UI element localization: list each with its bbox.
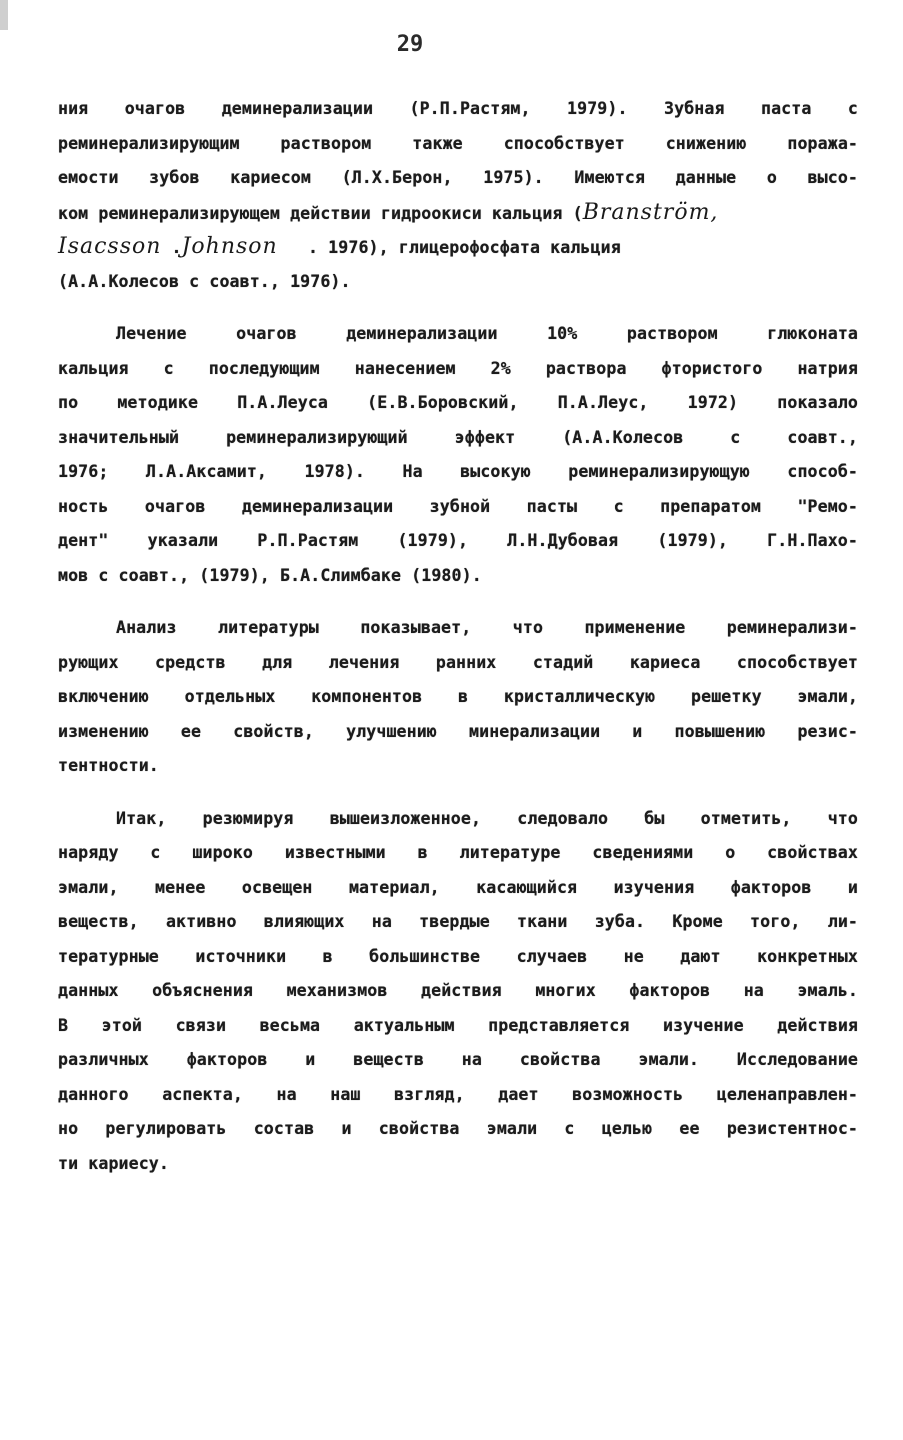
text-line: ти кариесу. [58,1153,169,1173]
text-line: веществ, активно влияющих на твердые ткани зуба. Кроме того, ли- [58,912,858,931]
text-line: ния очагов деминерализации (Р.П.Растям, 1979). Зубная паста с [58,99,858,118]
text-segment: . 1976), глицерофосфата кальция [308,238,621,257]
handwritten-author-name: Johnson [181,234,278,259]
text-line: тературные источники в большинстве случаев не дают конкретных [58,946,858,966]
text-line: Лечение очагов деминерализации 10% раствором глюконата [116,324,858,343]
text-line: реминерализирующим раствором также способствует снижению поража- [58,133,858,153]
text-line: данных объяснения механизмов действия многих факторов на эмаль. [58,981,858,1000]
paragraph-3 [58,611,858,784]
text-line: наряду с широко известными в литературе сведениями о свойствах [58,843,858,862]
text-line: В этой связи весьма актуальным представляется изучение действия [58,1015,858,1035]
text-line: данного аспекта, на наш взгляд, дает возможность целенаправлен- [58,1084,858,1104]
text-line: дент" указали Р.П.Растям (1979), Л.Н.Дубовая (1979), Г.Н.Пахо- [58,531,858,550]
text-line: Итак, резюмируя вышеизложенное, следовало бы отметить, что [116,808,858,828]
text-line: мов с соавт., (1979), Б.А.Слимбаке (1980). [58,565,482,585]
text-line: емости зубов кариесом (Л.Х.Берон, 1975). Имеются данные о высо- [58,168,858,187]
text-line: тентности. [58,756,159,775]
text-line: эмали, менее освещен материал, касающийся изучения факторов и [58,877,858,897]
page-number: 29 [396,32,424,57]
text-segment: ком реминерализирующем действии гидроокиси кальция ( [58,203,583,223]
text-line: (А.А.Колесов с соавт., 1976). [58,271,351,291]
text-line: Анализ литературы показывает, что применение реминерализи- [116,618,858,637]
text-line: по методике П.А.Леуса (Е.В.Боровский, П.А.Леус, 1972) показало [58,393,858,412]
text-line: но регулировать состав и свойства эмали с целью ее резистентнос- [58,1119,858,1138]
text-line: 1976; Л.А.Аксамит, 1978). На высокую реминерализирующую способ- [58,462,858,481]
scan-corner-mark [0,0,8,30]
handwritten-author-name: Isacsson [58,234,162,259]
paragraph-4 [58,802,858,1182]
text-line: включению отдельных компонентов в кристаллическую решетку эмали, [58,687,858,706]
handwritten-author-name: Branström, [582,199,719,225]
page-body [58,92,858,1181]
text-line: ность очагов деминерализации зубной пасты с препаратом "Ремо- [58,496,858,516]
text-line: различных факторов и веществ на свойства эмали. Исследование [58,1050,858,1069]
text-line: кальция с последующим нанесением 2% раствора фтористого натрия [58,358,858,378]
text-line [58,230,858,265]
paragraph-1 [58,92,858,299]
paragraph-2 [58,317,858,593]
text-line [58,196,858,231]
text-line: значительный реминерализирующий эффект (А.А.Колесов с соавт., [58,427,858,447]
text-separator: . [171,238,182,257]
text-line: изменению ее свойств, улучшению минерализации и повышению резис- [58,721,858,741]
text-line: рующих средств для лечения ранних стадий кариеса способствует [58,652,858,672]
